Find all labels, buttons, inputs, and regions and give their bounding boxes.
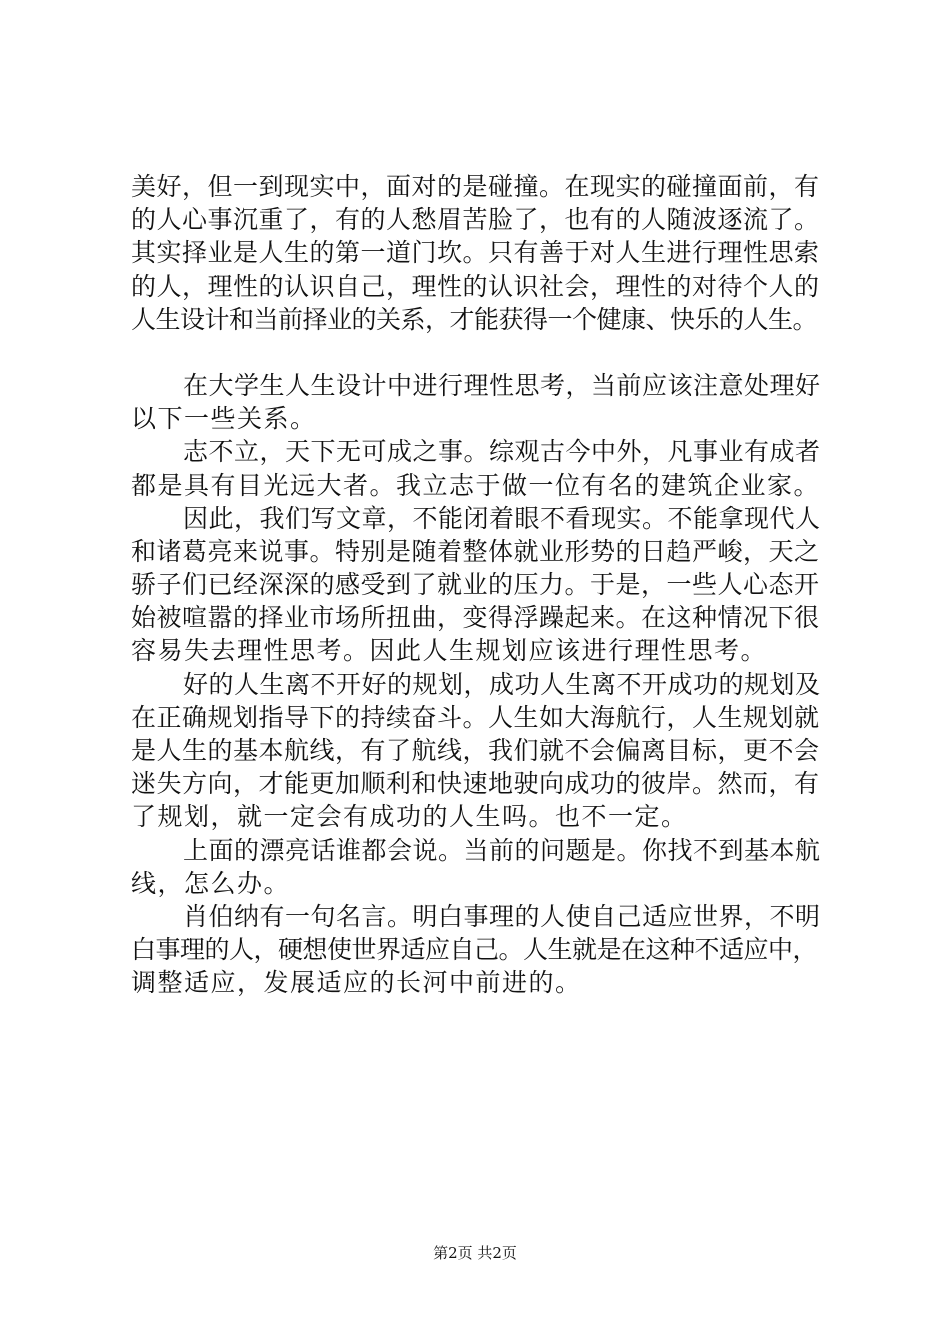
text-line: 美好，但一到现实中，面对的是碰撞。在现实的碰撞面前，有: [131, 172, 820, 201]
paragraph-6: [131, 834, 821, 900]
paragraph-4: [131, 502, 821, 668]
text-line: 调整适应，发展适应的长河中前进的。: [131, 968, 582, 998]
text-line: 骄子们已经深深的感受到了就业的压力。于是，一些人心态开: [131, 570, 820, 600]
text-line: 在大学生人生设计中进行理性思考，当前应该注意处理好: [183, 370, 821, 400]
text-line: 肖伯纳有一句名言。明白事理的人使自己适应世界，不明: [183, 901, 821, 931]
page-number-footer: 第2页 共2页: [433, 1244, 517, 1262]
text-line: 因此，我们写文章，不能闭着眼不看现实。不能拿现代人: [183, 503, 821, 533]
text-line: 容易失去理性思考。因此人生规划应该进行理性思考。: [131, 636, 768, 666]
text-line: 其实择业是人生的第一道门坎。只有善于对人生进行理性思索: [131, 238, 820, 268]
text-line: 志不立，天下无可成之事。综观古今中外，凡事业有成者: [183, 437, 821, 467]
document-body: [131, 170, 821, 1000]
text-line: 了规划，就一定会有成功的人生吗。也不一定。: [131, 802, 688, 832]
text-line: 白事理的人，硬想使世界适应自己。人生就是在这种不适应中，: [131, 935, 818, 965]
text-line: 上面的漂亮话谁都会说。当前的问题是。你找不到基本航: [183, 835, 821, 865]
text-line: 和诸葛亮来说事。特别是随着整体就业形势的日趋严峻，天之: [131, 536, 820, 566]
text-line: 始被喧嚣的择业市场所扭曲，变得浮躁起来。在这种情况下很: [131, 603, 820, 633]
text-line: 好的人生离不开好的规划，成功人生离不开成功的规划及: [183, 669, 821, 699]
text-line: 人生设计和当前择业的关系，才能获得一个健康、快乐的人生。: [131, 304, 818, 334]
paragraph-1: [131, 170, 821, 336]
paragraph-2: [131, 369, 821, 435]
text-line: 的人，理性的认识自己，理性的认识社会，理性的对待个人的: [131, 271, 820, 301]
text-line: 在正确规划指导下的持续奋斗。人生如大海航行，人生规划就: [131, 702, 820, 732]
paragraph-7: [131, 900, 821, 1000]
text-line: 线，怎么办。: [131, 868, 291, 898]
paragraph-spacer: [131, 336, 821, 369]
text-line: 的人心事沉重了，有的人愁眉苦脸了，也有的人随波逐流了。: [131, 205, 820, 235]
paragraph-3: [131, 435, 821, 501]
text-line: 以下一些关系。: [131, 404, 317, 434]
text-line: 都是具有目光远大者。我立志于做一位有名的建筑企业家。: [131, 470, 821, 500]
paragraph-5: [131, 668, 821, 834]
text-line: 迷失方向，才能更加顺利和快速地驶向成功的彼岸。然而，有: [131, 769, 820, 799]
text-line: 是人生的基本航线，有了航线，我们就不会偏离目标，更不会: [131, 736, 820, 765]
